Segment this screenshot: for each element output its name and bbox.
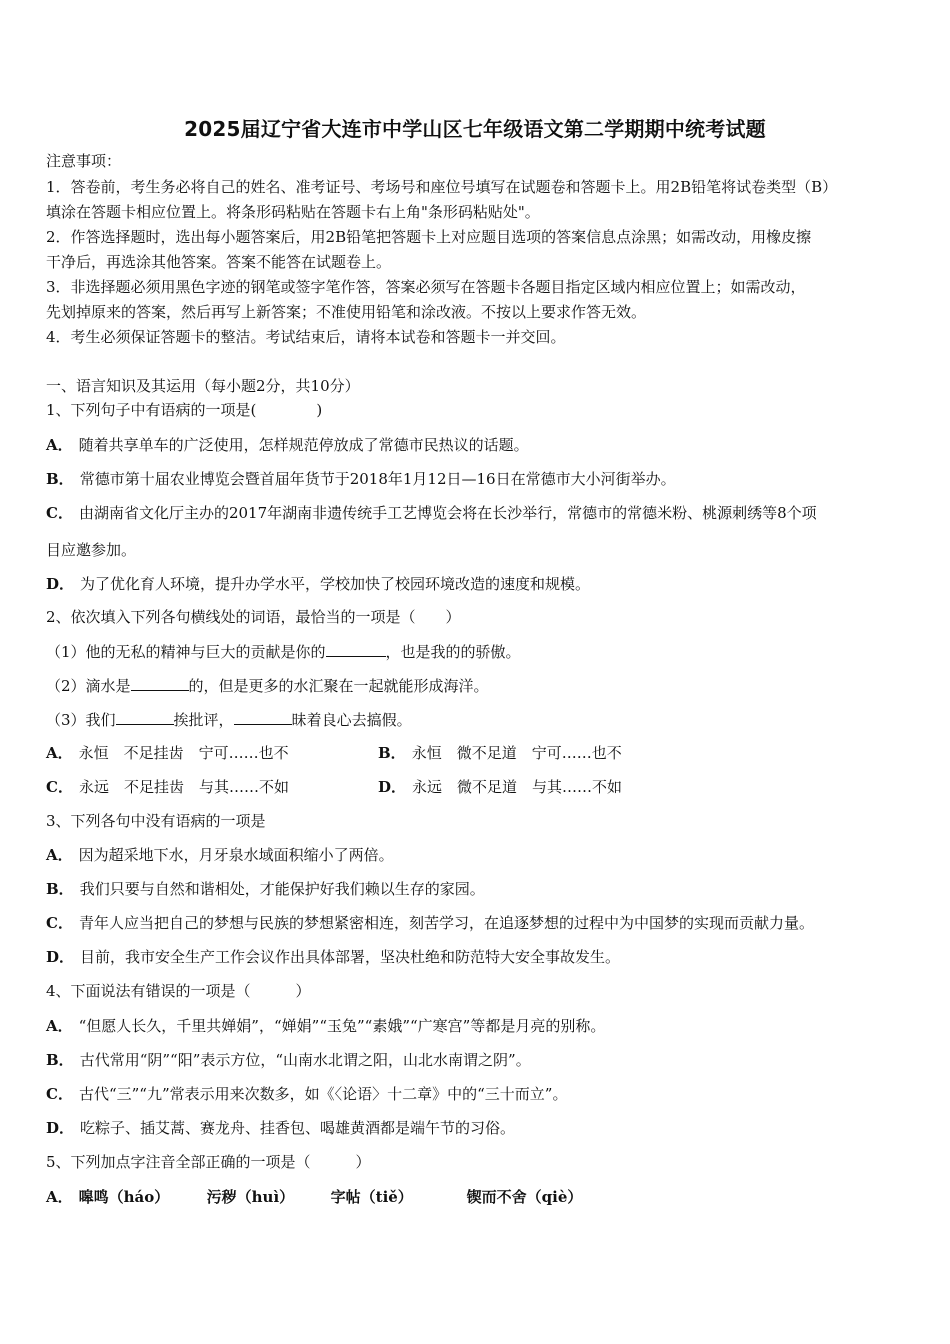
question-1-stem: 1、下列句子中有语病的一项是( ) xyxy=(46,401,323,419)
question-1-option-d: D． 为了优化育人环境，提升办学水平，学校加快了校园环境改造的速度和规模。 xyxy=(46,575,591,593)
notice-heading: 注意事项： xyxy=(46,152,122,170)
question-2-option-a: A． 永恒 不足挂齿 宁可……也不 xyxy=(46,744,289,762)
question-4-option-b: B． 古代常用“阴”“阳”表示方位，“山南水北谓之阳，山北水南谓之阴”。 xyxy=(46,1051,531,1069)
question-1-option-b: B． 常德市第十届农业博览会暨首届年货节于2018年1月12日—16日在常德市大小河街举办。 xyxy=(46,470,676,488)
question-1-option-c-cont: 目应邀参加。 xyxy=(46,541,137,559)
question-4-option-a: A． “但愿人长久，千里共婵娟”，“婵娟”“玉兔”“素娥”“广寒宫”等都是月亮的别称。 xyxy=(46,1017,606,1035)
question-4-stem: 4、下面说法有错误的一项是（ ） xyxy=(46,982,311,1000)
notice-line: 1．答卷前，考生务必将自己的姓名、准考证号、考场号和座位号填写在试题卷和答题卡上。用2B铅笔将试卷类型（B） xyxy=(46,178,838,196)
section-heading: 一、语言知识及其运用（每小题2分，共10分） xyxy=(46,377,360,395)
answer-blank xyxy=(234,710,292,725)
question-3-option-a: A． 因为超采地下水，月牙泉水域面积缩小了两倍。 xyxy=(46,846,394,864)
question-2-option-b: B． 永恒 微不足道 宁可……也不 xyxy=(378,744,622,762)
question-3-stem: 3、下列各句中没有语病的一项是 xyxy=(46,812,266,830)
question-3-option-b: B． 我们只要与自然和谐相处，才能保护好我们赖以生存的家园。 xyxy=(46,880,485,898)
answer-blank xyxy=(116,710,174,725)
question-2-option-c: C． 永远 不足挂齿 与其……不如 xyxy=(46,778,289,796)
question-2-stem: 2、依次填入下列各句横线处的词语，最恰当的一项是（ ） xyxy=(46,608,461,626)
notice-line: 填涂在答题卡相应位置上。将条形码粘贴在答题卡右上角"条形码粘贴处"。 xyxy=(46,203,540,221)
question-2-sentence-2: （2）滴水是 的，但是更多的水汇聚在一起就能形成海洋。 xyxy=(46,677,489,695)
notice-line: 3．非选择题必须用黑色字迹的钢笔或签字笔作答，答案必须写在答题卡各题目指定区域内相应位置上；如需改动， xyxy=(46,278,806,296)
question-1-option-a: A． 随着共享单车的广泛使用，怎样规范停放成了常德市民热议的话题。 xyxy=(46,436,529,454)
question-3-option-d: D． 目前，我市安全生产工作会议作出具体部署，坚决杜绝和防范特大安全事故发生。 xyxy=(46,948,621,966)
question-5-stem: 5、下列加点字注音全部正确的一项是（ ） xyxy=(46,1153,371,1171)
notice-line: 先划掉原来的答案，然后再写上新答案；不准使用铅笔和涂改液。不按以上要求作答无效。 xyxy=(46,303,647,321)
question-3-option-c: C． 青年人应当把自己的梦想与民族的梦想紧密相连，刻苦学习，在追逐梦想的过程中为中国梦的实现而贡献力量。 xyxy=(46,914,814,932)
answer-blank xyxy=(326,642,386,657)
question-4-option-c: C． 古代“三”“九”常表示用来次数多，如《〈论语〉十二章》中的“三十而立”。 xyxy=(46,1085,568,1103)
question-1-option-c: C． 由湖南省文化厅主办的2017年湖南非遗传统手工艺博览会将在长沙举行，常德市的常德米粉、桃源刺绣等8个项 xyxy=(46,504,817,522)
question-2-option-d: D． 永远 微不足道 与其……不如 xyxy=(378,778,623,796)
question-2-sentence-3: （3）我们 挨批评， 昧着良心去搞假。 xyxy=(46,711,412,729)
question-5-option-a: A． 嗥鸣（háo） 污秽（huì） 字帖（tiě） 锲而不舍（qiè） xyxy=(46,1188,583,1206)
page-title: 2025届辽宁省大连市中学山区七年级语文第二学期期中统考试题 xyxy=(184,117,766,141)
notice-line: 4．考生必须保证答题卡的整洁。考试结束后，请将本试卷和答题卡一并交回。 xyxy=(46,328,566,346)
question-4-option-d: D． 吃粽子、插艾蒿、赛龙舟、挂香包、喝雄黄酒都是端午节的习俗。 xyxy=(46,1119,516,1137)
notice-line: 干净后，再选涂其他答案。答案不能答在试题卷上。 xyxy=(46,253,392,271)
question-2-sentence-1: （1）他的无私的精神与巨大的贡献是你的 ，也是我的的骄傲。 xyxy=(46,643,521,661)
notice-line: 2．作答选择题时，选出每小题答案后，用2B铅笔把答题卡上对应题目选项的答案信息点涂黑；如需改动，用橡皮擦 xyxy=(46,228,812,246)
answer-blank xyxy=(131,676,189,691)
